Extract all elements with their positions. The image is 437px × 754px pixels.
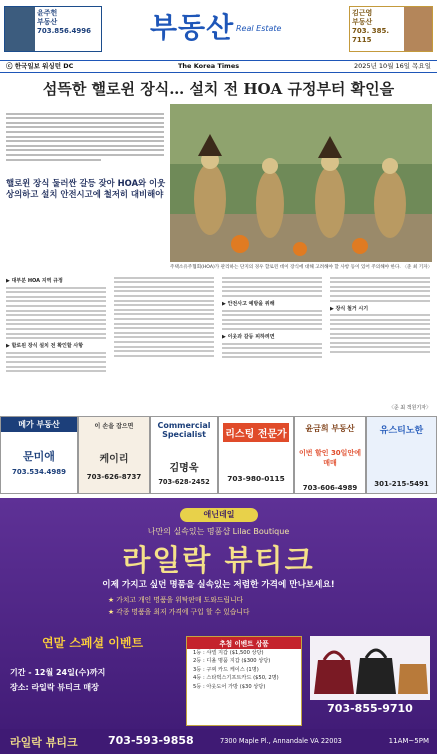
agent-role: 부동산 [37,18,58,26]
ad-phone: 703-626-8737 [86,473,142,481]
article-byline: 〈준 최 객원기자〉 [388,405,431,411]
article-column [114,274,214,414]
left-agent-ad[interactable] [4,6,102,52]
boutique-bullet: ★ 각종 명품을 최저 가격에 구입 할 수 있습니다 [108,608,250,616]
article-column [6,274,106,414]
event-item: 4등 : 스타벅스기프트카드 ($50, 2명) [193,675,279,682]
ad-name: 김명욱 [169,463,199,474]
footer-hours: 11AM~5PM [388,737,429,745]
boutique-bullet: ★ 가치고 개인 명품을 위탁판매 도와드립니다 [108,596,244,604]
article-column [330,274,430,414]
ad-title: 리스팅 전문가 [223,423,289,442]
agent-name: 김근영 [352,9,373,17]
ad-tile[interactable] [218,416,294,494]
article-subhead: ▶ 대부분 HOA 지역 규정 [6,278,63,284]
handbag-photo [310,636,430,700]
article-subhead: ▶ 이웃과 갈등 피하려면 [222,333,275,340]
article-subhead: ▶ 장식 철거 시기 [330,305,369,312]
boutique-phone: 703-855-9710 [327,702,413,715]
dateline-center: The Korea Times [178,62,240,70]
agent-role: 부동산 [352,18,373,26]
section-subtitle: Real Estate [236,24,282,33]
agent-phone: 703.856.4996 [37,27,92,35]
agent-photo [5,7,35,51]
agent-phone: 703. 385. 7115 [352,27,389,44]
ad-title: Commercial Specialist [157,421,211,439]
ad-phone: 703-606-4989 [302,484,358,492]
headline: 섬뜩한 핼로윈 장식… 설치 전 HOA 규정부터 확인을 [42,80,395,98]
section-title: 부동산 [150,11,235,44]
boutique-title: 라일락 뷰티크 [122,543,315,577]
event-item: 5등 : 아웃도어 가방 ($30 상당) [193,683,266,690]
dateline-left: ⓒ 한국일보 워싱턴 DC [6,62,74,70]
event-item: 1등 : 샤넬 지갑 ($1,500 상당) [193,650,264,656]
event-item: 2등 : 디올 명품 지갑 ($300 상당) [193,658,271,665]
ad-name: 이번 할인 30일안에 매매 [299,449,361,467]
ad-tile[interactable] [150,416,218,494]
ad-phone: 703.534.4989 [11,468,67,476]
article-subhead: ▶ 할로윈 장식 설치 전 확인할 사항 [6,343,84,350]
boutique-subtitle: 나만의 실속있는 명품샵 Lilac Boutique [147,527,290,536]
footer-address: 7300 Maple Pl., Annandale VA 22003 [220,737,342,745]
boutique-footer [0,729,437,754]
footer-name: 라일락 뷰티크 [10,736,78,749]
ad-name: 문미애 [23,450,55,463]
ad-phone: 301-215-5491 [374,480,429,488]
article-callout: 핼로윈 장식 둘러싼 갈등 잦아 HOA와 이웃 상의하고 설치 안전시고에 철저히 대비해야 [6,178,166,199]
ad-phone: 703-628-2452 [158,478,210,486]
footer-phone: 703-593-9858 [108,734,194,747]
agent-name: 윤주헌 [37,9,58,17]
article-subhead: ▶ 안전사고 예방을 위해 [222,300,275,307]
article-column [222,274,322,414]
dateline [0,60,437,73]
ad-tile[interactable] [294,416,366,494]
ad-title: 윤금희 부동산 [305,424,355,433]
event-item: 3등 : 구찌 카드 케이스 (1명) [193,666,259,673]
ad-tile[interactable] [78,416,150,494]
ad-tile[interactable] [366,416,437,494]
ad-title: 메가 부동산 [1,417,77,432]
ad-title: 이 손을 잡으면 [94,423,134,430]
halloween-photo [170,104,432,262]
event-panel [10,630,175,724]
ad-title: 유스티노한 [379,426,424,436]
dateline-right: 2025년 10월 16일 목요일 [354,62,431,70]
event-title: 연말 스페셜 이벤트 [41,636,144,650]
agent-photo [404,7,432,51]
right-agent-ad[interactable] [349,6,433,52]
event-period: 기간 - 12월 24일(수)까지 [10,668,106,677]
event-place: 장소: 라일락 뷰티크 매장 [10,683,99,692]
ad-phone: 703-980-0115 [227,474,285,483]
ad-strip [0,416,437,494]
boutique-tagline: 이제 가지고 싶던 명품을 실속있는 저렴한 가격에 만나보세요! [102,580,335,590]
ad-name: 케이리 [99,454,129,465]
event-list-title: 추첨 이벤트 상품 [187,637,301,649]
boutique-tag: 애닌데일 [180,508,258,522]
photo-caption: 주택소유주협회(HOA)가 관리하는 단지의 경우 할로윈 데이 장식에 대해 고려해야 할 사항 등이 있어 주의해야 한다. 〈준 최 기자〉 [170,265,433,270]
event-list [186,636,302,726]
ad-tile[interactable] [0,416,78,494]
article-lead [6,110,164,172]
